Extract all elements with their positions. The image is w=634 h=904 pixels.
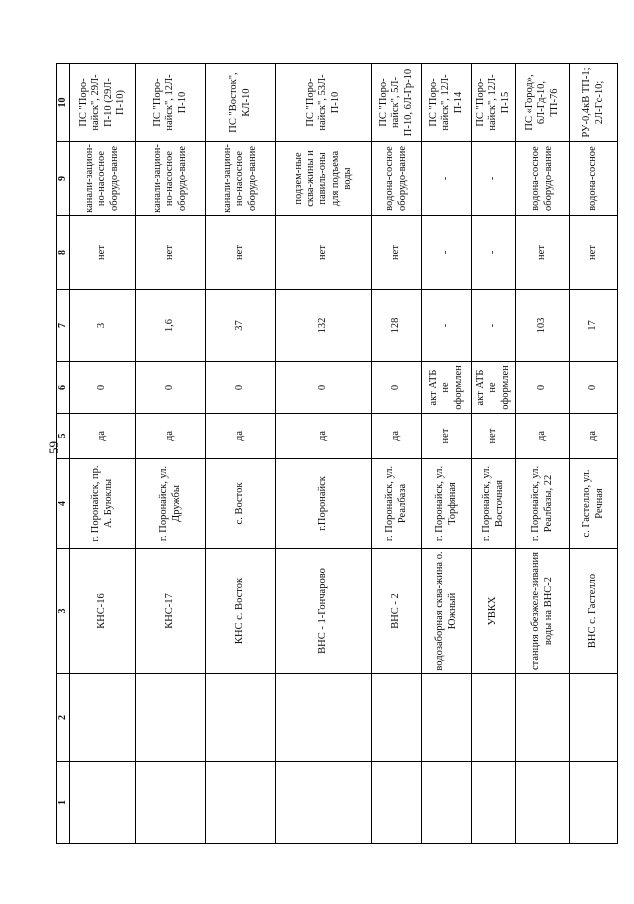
- table-cell-c1: [570, 762, 618, 844]
- table-cell-c10: ПС "Поро-найск", 5Л-П-10, 6Л-Гр-10: [372, 64, 422, 142]
- table-cell-c7: -: [422, 290, 472, 362]
- table-cell-c10: ПС "Восток", КЛ-10: [206, 64, 276, 142]
- table-cell-c1: [206, 762, 276, 844]
- table-cell-c2: [372, 674, 422, 762]
- table-row: [516, 64, 570, 844]
- table-cell-c6: 0: [516, 362, 570, 414]
- table-row: [276, 64, 372, 844]
- table-cell-c4: г. Поронайск, ул. Торфяная: [422, 459, 472, 549]
- table-cell-c7: 3: [70, 290, 136, 362]
- table-cell-c4: г.Поронайск: [276, 459, 372, 549]
- table-cell-c2: [422, 674, 472, 762]
- table-cell-c9: водона-сосное: [570, 142, 618, 216]
- column-header-9: 9: [57, 142, 70, 216]
- table-cell-c8: -: [422, 216, 472, 290]
- table-cell-c8: нет: [136, 216, 206, 290]
- table-cell-c8: -: [472, 216, 516, 290]
- table-cell-c6: 0: [70, 362, 136, 414]
- table-cell-c6: 0: [372, 362, 422, 414]
- table-cell-c7: 37: [206, 290, 276, 362]
- table-cell-c2: [276, 674, 372, 762]
- table-cell-c6: акт АТБ не оформлен: [422, 362, 472, 414]
- table-cell-c1: [472, 762, 516, 844]
- column-header-7: 7: [57, 290, 70, 362]
- column-header-5: 5: [57, 414, 70, 459]
- table-cell-c1: [372, 762, 422, 844]
- table-cell-c8: нет: [70, 216, 136, 290]
- table-cell-c10: ПС "Поро-найск", 12Л-П-10: [136, 64, 206, 142]
- table-cell-c5: да: [70, 414, 136, 459]
- table-cell-c5: да: [276, 414, 372, 459]
- table-cell-c9: подзем-ные сква-жины и павиль-оны для подъема воды: [276, 142, 372, 216]
- table-cell-c4: с. Восток: [206, 459, 276, 549]
- table-cell-c3: ВНС - 1-Гончарово: [276, 549, 372, 674]
- table-row: [422, 64, 472, 844]
- column-header-2: 2: [57, 674, 70, 762]
- table-row: [70, 64, 136, 844]
- column-header-1: 1: [57, 762, 70, 844]
- table-cell-c10: ПС "Поро-найск", 12Л-П-14: [422, 64, 472, 142]
- table-cell-c10: ПС "Поро-найск", 29Л-П-10 (29Л-П-10): [70, 64, 136, 142]
- table-cell-c1: [136, 762, 206, 844]
- table-row: [372, 64, 422, 844]
- table-body: [70, 64, 618, 844]
- table-cell-c9: канали-зацион-но-насосное оборудо-вание: [206, 142, 276, 216]
- table-cell-c9: канали-зацион-но-насосное оборудо-вание: [70, 142, 136, 216]
- table-row: [472, 64, 516, 844]
- table-cell-c10: РУ-0,4кВ ТП-1; 2Л-Гс-10;: [570, 64, 618, 142]
- table-cell-c10: ПС "Поро-найск", 53Л-П-10: [276, 64, 372, 142]
- table-cell-c4: с. Гастелло, ул. Речная: [570, 459, 618, 549]
- table-cell-c6: акт АТБ не оформлен: [472, 362, 516, 414]
- header-row: [57, 64, 70, 844]
- table-cell-c7: 132: [276, 290, 372, 362]
- table-cell-c3: ВНС - 2: [372, 549, 422, 674]
- table-cell-c3: КНС с. Восток: [206, 549, 276, 674]
- table-cell-c8: нет: [516, 216, 570, 290]
- table-cell-c5: да: [206, 414, 276, 459]
- table-cell-c2: [70, 674, 136, 762]
- table-cell-c6: 0: [276, 362, 372, 414]
- table-cell-c5: да: [570, 414, 618, 459]
- page-number: 59: [46, 441, 61, 454]
- table-cell-c1: [276, 762, 372, 844]
- table-cell-c2: [136, 674, 206, 762]
- table-cell-c7: 103: [516, 290, 570, 362]
- table-cell-c7: -: [472, 290, 516, 362]
- table-cell-c2: [206, 674, 276, 762]
- table-cell-c2: [570, 674, 618, 762]
- table-cell-c1: [70, 762, 136, 844]
- table-cell-c9: водона-сосное оборудо-вание: [516, 142, 570, 216]
- table-row: [136, 64, 206, 844]
- table-cell-c9: канали-зацион-но-насосное оборудо-вание: [136, 142, 206, 216]
- rotated-table-container: [56, 64, 616, 844]
- column-header-8: 8: [57, 216, 70, 290]
- column-header-6: 6: [57, 362, 70, 414]
- table-cell-c9: -: [422, 142, 472, 216]
- table-cell-c5: да: [136, 414, 206, 459]
- table-cell-c6: 0: [136, 362, 206, 414]
- table-cell-c10: ПС "Поро-найск", 12Л-П-15: [472, 64, 516, 142]
- table-cell-c5: да: [516, 414, 570, 459]
- table-cell-c3: водозаборная сква-жина о. Южный: [422, 549, 472, 674]
- table-row: [570, 64, 618, 844]
- column-header-4: 4: [57, 459, 70, 549]
- table-cell-c4: г. Поронайск, пр. А. Буюклы: [70, 459, 136, 549]
- table-cell-c7: 128: [372, 290, 422, 362]
- table-cell-c4: г. Поронайск, ул. Реалбазы, 22: [516, 459, 570, 549]
- table-cell-c9: -: [472, 142, 516, 216]
- table-cell-c3: ВНС с. Гастелло: [570, 549, 618, 674]
- column-header-10: 10: [57, 64, 70, 142]
- table-cell-c7: 1,6: [136, 290, 206, 362]
- table-cell-c10: ПС «Город», 6Л-Гд-10, ТП-76: [516, 64, 570, 142]
- table-cell-c5: нет: [472, 414, 516, 459]
- table-cell-c4: г. Поронайск, ул. Дружбы: [136, 459, 206, 549]
- table-cell-c4: г. Поронайск, ул. Восточная: [472, 459, 516, 549]
- table-cell-c1: [422, 762, 472, 844]
- table-cell-c5: нет: [422, 414, 472, 459]
- table-cell-c8: нет: [570, 216, 618, 290]
- table-cell-c8: нет: [276, 216, 372, 290]
- table-cell-c8: нет: [206, 216, 276, 290]
- table-cell-c3: станция обезжеле-зивания воды на ВНС-2: [516, 549, 570, 674]
- table-cell-c6: 0: [206, 362, 276, 414]
- table-cell-c3: УВКХ: [472, 549, 516, 674]
- table-cell-c3: КНС-16: [70, 549, 136, 674]
- table-cell-c8: нет: [372, 216, 422, 290]
- table-cell-c6: 0: [570, 362, 618, 414]
- table-cell-c7: 17: [570, 290, 618, 362]
- table-cell-c2: [516, 674, 570, 762]
- table-cell-c9: водона-сосное оборудо-вание: [372, 142, 422, 216]
- table-row: [206, 64, 276, 844]
- table-cell-c1: [516, 762, 570, 844]
- table-cell-c4: г. Поронайск, ул. Реалбаза: [372, 459, 422, 549]
- column-header-3: 3: [57, 549, 70, 674]
- table-cell-c3: КНС-17: [136, 549, 206, 674]
- table-cell-c5: да: [372, 414, 422, 459]
- data-table: [56, 63, 618, 844]
- table-cell-c2: [472, 674, 516, 762]
